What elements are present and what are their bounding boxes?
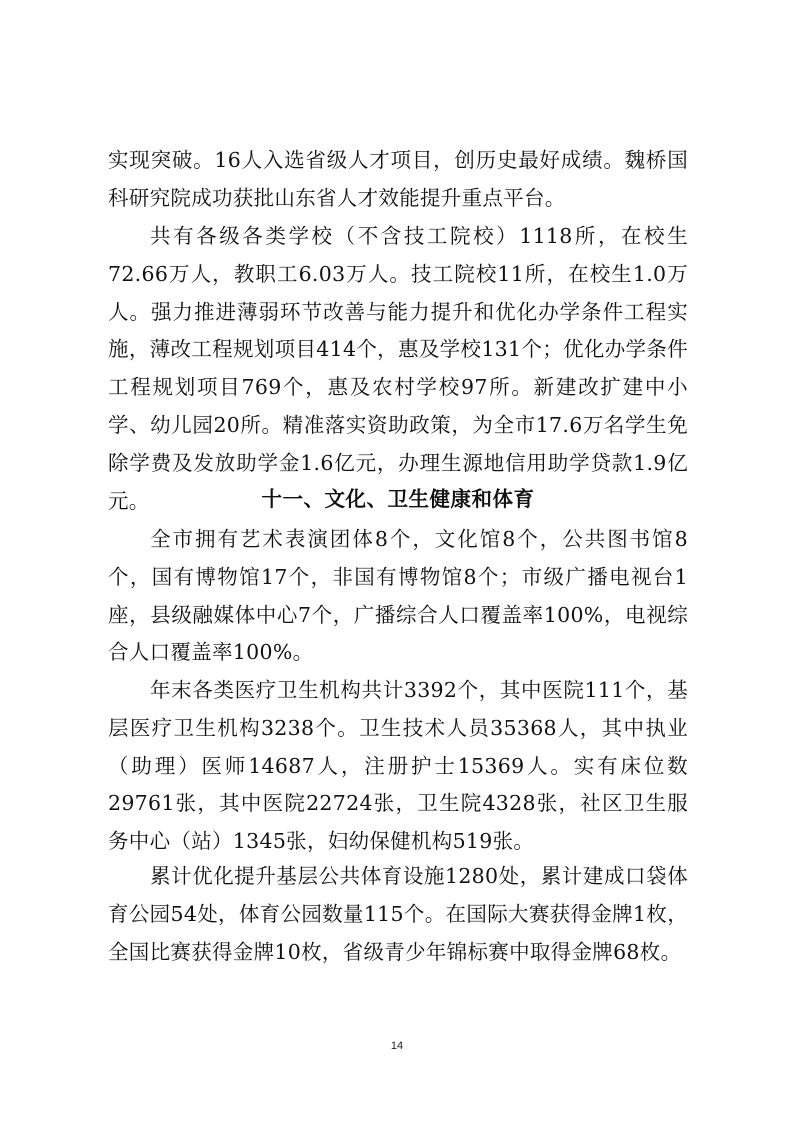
section-heading: 十一、文化、卫生健康和体育 [261, 487, 535, 511]
page-number: 14 [390, 1040, 404, 1052]
paragraph-education: 共有各级各类学校（不含技工院校）1118所，在校生72.66万人，教职工6.03万人。技工院校11所，在校生1.0万人。强力推进薄弱环节改善与能力提升和优化办学条件工程实施，薄改工程规划项目414个，惠及学校131个；优化办学条件工程规划项目769个，惠及农村学校97所。新建改扩建中小学、幼儿园20所。精准落实资助政策，为全市17.6万名学生免除学费及发放助学金1.6亿元，办理生源地信用助学贷款1.9亿元。 [108, 224, 688, 513]
paragraph-sports: 累计优化提升基层公共体育设施1280处，累计建成口袋体育公园54处，体育公园数量115个。在国际大赛获得金牌1枚，全国比赛获得金牌10枚，省级青少年锦标赛中取得金牌68枚。 [108, 864, 688, 964]
paragraph-talent-continuation: 实现突破。16人入选省级人才项目，创历史最好成绩。魏桥国科研究院成功获批山东省人才效能提升重点平台。 [108, 148, 688, 210]
paragraph-health: 年末各类医疗卫生机构共计3392个，其中医院111个，基层医疗卫生机构3238个。卫生技术人员35368人，其中执业（助理）医师14687人，注册护士15369人。实有床位数29761张，其中医院22724张，卫生院4328张，社区卫生服务中心（站）1345张，妇幼保健机构519张。 [108, 678, 688, 854]
paragraph-culture: 全市拥有艺术表演团体8个，文化馆8个，公共图书馆8个，国有博物馆17个，非国有博物馆8个；市级广播电视台1座，县级融媒体中心7个，广播综合人口覆盖率100%，电视综合人口覆盖率100%。 [108, 527, 688, 665]
